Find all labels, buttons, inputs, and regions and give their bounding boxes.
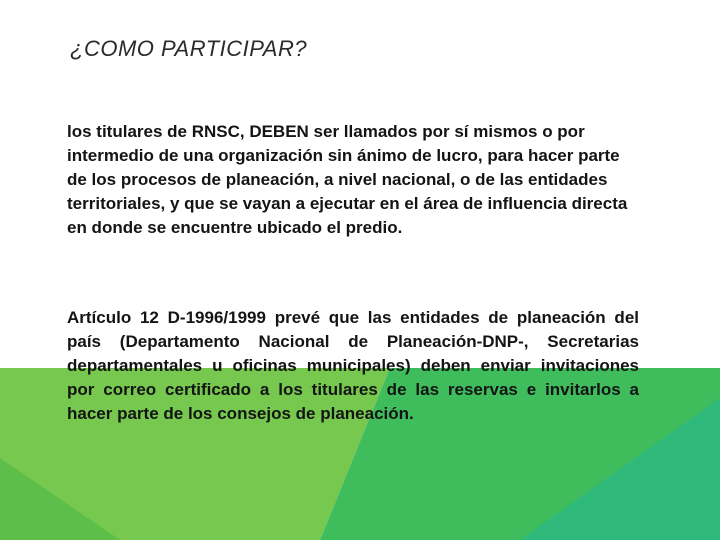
slide-title: ¿COMO PARTICIPAR? xyxy=(70,36,308,61)
paragraph-articulo-12: Artículo 12 D-1996/1999 prevé que las entidades de planeación del país (Departamento Nacional de Planeación-DNP-, Secretarias departamentales u oficinas municipales) deben enviar invitaciones por correo certificado a los titulares de las reservas e invitarlos a hacer parte de los consejos de planeación. xyxy=(67,308,639,423)
paragraph-rnsc-participation: los titulares de RNSC, DEBEN ser llamados por sí mismos o por intermedio de una organización sin ánimo de lucro, para hacer parte de los procesos de planeación, a nivel nacional, o de las entidades territoriales, y que se vayan a ejecutar en el área de influencia directa en donde se encuentre ubicado el predio. xyxy=(67,122,628,237)
